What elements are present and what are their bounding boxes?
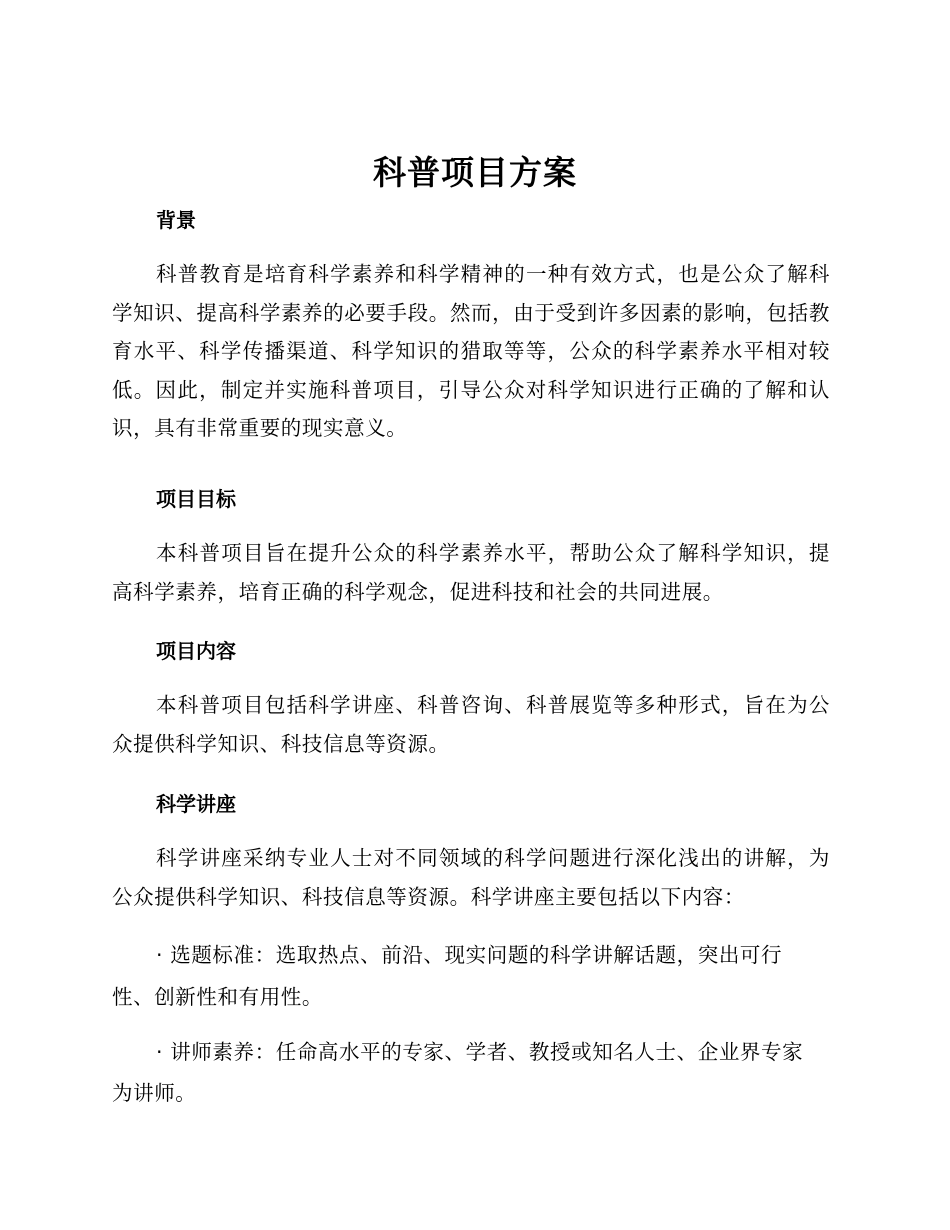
bullet-topic-criteria-continued: 性、创新性和有用性。 bbox=[112, 985, 323, 1009]
bullet-topic-criteria: · 选题标准：选取热点、前沿、现实问题的科学讲解话题，突出可行 bbox=[156, 943, 783, 967]
section-heading-lectures: 科学讲座 bbox=[156, 792, 236, 816]
section-heading-goals: 项目目标 bbox=[156, 487, 236, 511]
paragraph-lectures: 科学讲座采纳专业人士对不同领域的科学问题进行深化浅出的讲解，为公众提供科学知识、科技信息等资源。科学讲座主要包括以下内容： bbox=[112, 846, 830, 909]
document-title: 科普项目方案 bbox=[373, 153, 577, 192]
section-heading-content: 项目内容 bbox=[156, 639, 236, 663]
bullet-lecturer-quality-continued: 为讲师。 bbox=[112, 1081, 197, 1105]
paragraph-background: 科普教育是培育科学素养和科学精神的一种有效方式，也是公众了解科学知识、提高科学素养的必要手段。然而，由于受到许多因素的影响，包括教育水平、科学传播渠道、科学知识的猎取等等，公众的科学素养水平相对较低。因此，制定并实施科普项目，引导公众对科学知识进行正确的了解和认识，具有非常重要的现实意义。 bbox=[112, 262, 830, 440]
paragraph-content: 本科普项目包括科学讲座、科普咨询、科普展览等多种形式，旨在为公众提供科学知识、科技信息等资源。 bbox=[112, 693, 830, 756]
bullet-lecturer-quality: · 讲师素养：任命高水平的专家、学者、教授或知名人士、企业界专家 bbox=[156, 1040, 804, 1064]
section-heading-background: 背景 bbox=[156, 208, 196, 232]
paragraph-goals: 本科普项目旨在提升公众的科学素养水平，帮助公众了解科学知识，提高科学素养，培育正确的科学观念，促进科技和社会的共同进展。 bbox=[112, 541, 830, 604]
